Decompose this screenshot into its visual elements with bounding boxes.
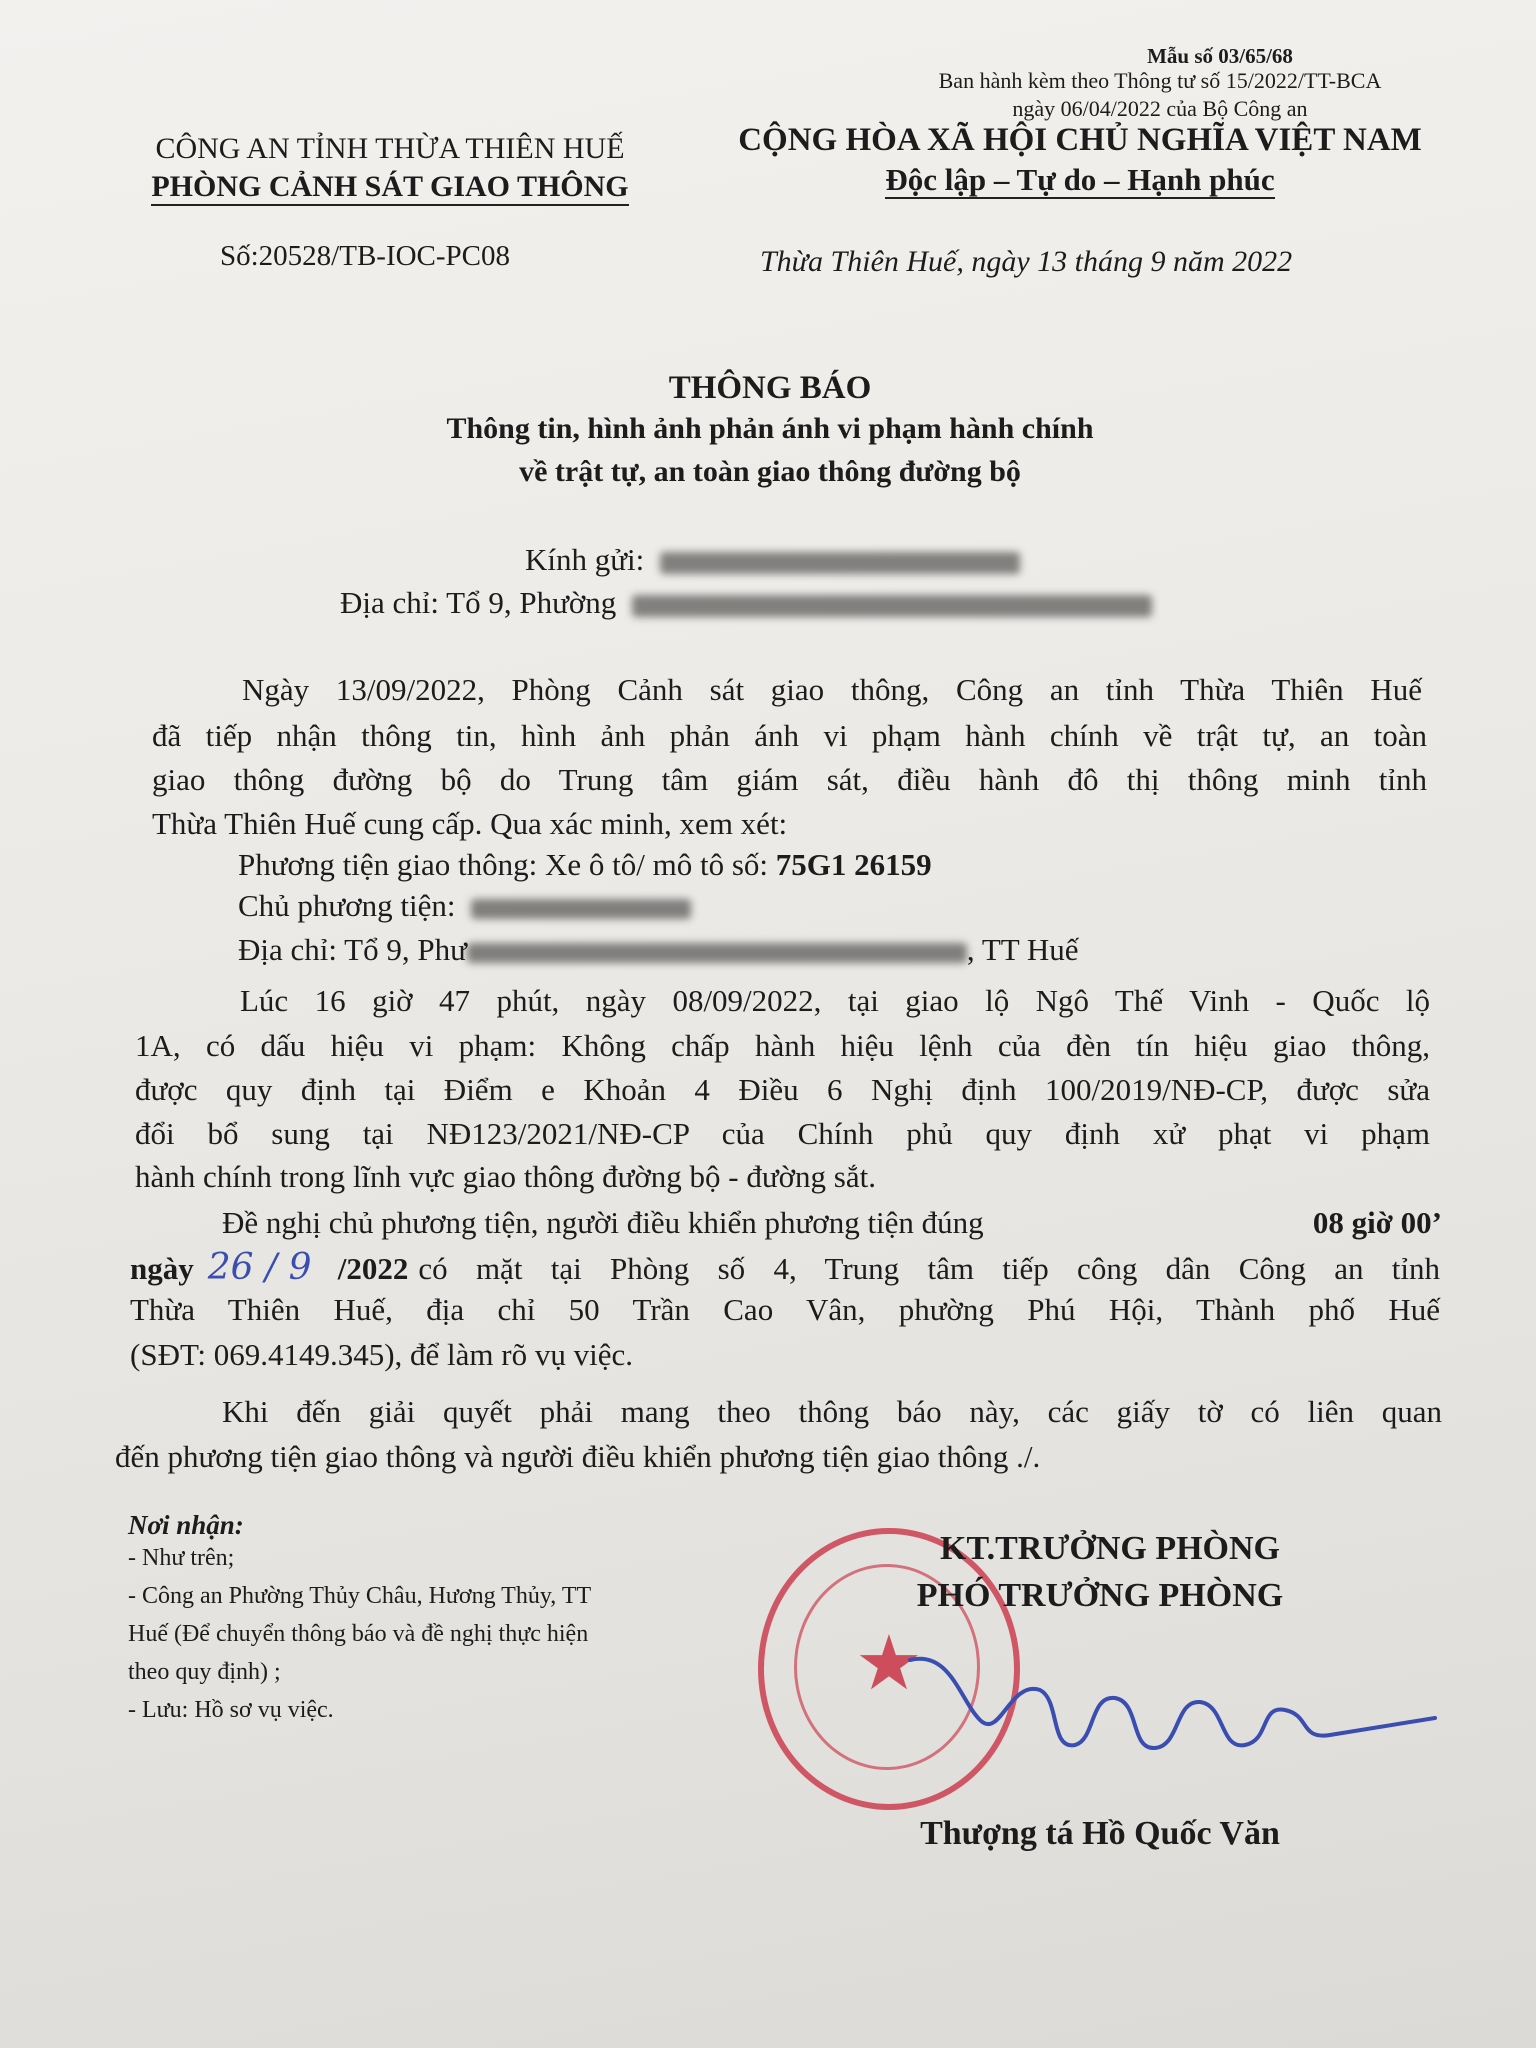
p3-line4: (SĐT: 069.4149.345), để làm rõ vụ việc. [130, 1337, 633, 1372]
recipient-address-label: Địa chỉ: Tổ 9, Phường [340, 585, 617, 620]
receiver-item: theo quy định) ; [128, 1659, 281, 1685]
form-issued-line1: Ban hành kèm theo Thông tư số 15/2022/TT-BCA [938, 68, 1382, 93]
p2-line3: được quy định tại Điểm e Khoản 4 Điều 6 Nghị định 100/2019/NĐ-CP, được sửa [135, 1072, 1430, 1107]
document-subtitle-line2 [300, 455, 1240, 489]
appointment-day-label: ngày [130, 1251, 194, 1286]
p3-line1-text: Đề nghị chủ phương tiện, người điều khiển phương tiện đúng [222, 1205, 984, 1240]
owner-line [238, 888, 691, 924]
appointment-year: /2022 [337, 1251, 409, 1286]
signature-stroke [910, 1659, 1435, 1748]
p1-line3: giao thông đường bộ do Trung tâm giám sát, điều hành đô thị thông minh tỉnh [152, 762, 1427, 797]
form-issued-line2: ngày 06/04/2022 của Bộ Công an [1012, 96, 1308, 121]
owner-address-tail: , TT Huế [966, 932, 1079, 967]
p3-line2-text: có mặt tại Phòng số 4, Trung tâm tiếp công dân Công an tỉnh [418, 1251, 1440, 1286]
p3-line3: Thừa Thiên Huế, địa chỉ 50 Trần Cao Vân, phường Phú Hội, Thành phố Huế [130, 1292, 1440, 1327]
appointment-time: 08 giờ 00’ [1312, 1205, 1442, 1240]
p1-line1: Ngày 13/09/2022, Phòng Cảnh sát giao thông, Công an tỉnh Thừa Thiên Huế [242, 672, 1422, 707]
signer-title-line2: PHÓ TRƯỞNG PHÒNG [916, 1577, 1284, 1614]
p2-line2: 1A, có dấu hiệu vi phạm: Không chấp hành hiệu lệnh của đèn tín hiệu giao thông, [135, 1028, 1430, 1063]
document-title: THÔNG BÁO [668, 370, 872, 406]
place-date: Thừa Thiên Huế, ngày 13 tháng 9 năm 2022 [760, 245, 1293, 278]
nation-motto-text: Độc lập – Tự do – Hạnh phúc [885, 162, 1275, 197]
p4-line1: Khi đến giải quyết phải mang theo thông báo này, các giấy tờ có liên quan [222, 1394, 1442, 1429]
nation-name: CỘNG HÒA XÃ HỘI CHỦ NGHĨA VIỆT NAM [738, 122, 1422, 158]
nation-motto [700, 162, 1460, 198]
document-number: Số:20528/TB-IOC-PC08 [220, 240, 511, 272]
p2-line4: đổi bổ sung tại NĐ123/2021/NĐ-CP của Chính phủ quy định xử phạt vi phạm [135, 1116, 1430, 1151]
p2-line5: hành chính trong lĩnh vực giao thông đường bộ - đường sắt. [135, 1159, 876, 1194]
owner-label: Chủ phương tiện: [238, 888, 456, 923]
redacted-recipient-address [632, 595, 1152, 617]
agency-unit [110, 170, 670, 204]
handwritten-signature [890, 1640, 1450, 1780]
agency-parent: CÔNG AN TỈNH THỪA THIÊN HUẾ [155, 132, 625, 165]
recipient-line [525, 542, 1020, 578]
vehicle-label: Phương tiện giao thông: Xe ô tô/ mô tô số: [238, 847, 769, 882]
p1-line2: đã tiếp nhận thông tin, hình ảnh phản ánh vi phạm hành chính về trật tự, an toàn [152, 718, 1427, 753]
receivers-heading: Nơi nhận: [128, 1510, 244, 1540]
document-subtitle-line2-text: về trật tự, an toàn giao thông đường bộ [519, 455, 1021, 488]
p3-line1 [222, 1205, 1442, 1241]
redacted-owner-address [467, 943, 967, 963]
signer-title-line1: KT.TRƯỞNG PHÒNG [940, 1530, 1280, 1567]
receiver-item: Huế (Để chuyển thông báo và đề nghị thực hiện [128, 1621, 589, 1647]
owner-address-label: Địa chỉ: Tổ 9, Phư [238, 932, 467, 967]
receiver-item: - Như trên; [128, 1545, 235, 1571]
redacted-recipient-name [660, 552, 1020, 574]
vehicle-line [238, 847, 932, 883]
handwritten-date: 26 / 9 [207, 1247, 312, 1288]
p3-line2 [130, 1247, 1440, 1288]
p2-line1: Lúc 16 giờ 47 phút, ngày 08/09/2022, tại giao lộ Ngô Thế Vinh - Quốc lộ [240, 983, 1430, 1018]
recipient-label: Kính gửi: [525, 542, 645, 577]
form-code: Mẫu số 03/65/68 [1147, 44, 1293, 68]
document-subtitle-line1: Thông tin, hình ảnh phản ánh vi phạm hành chính [446, 412, 1094, 445]
owner-address-line [238, 932, 1079, 968]
receiver-item: - Công an Phường Thủy Châu, Hương Thủy, TT [128, 1583, 592, 1609]
signer-name: Thượng tá Hồ Quốc Văn [920, 1815, 1280, 1852]
stamp-star-icon: ★ [854, 1622, 924, 1706]
agency-unit-text: PHÒNG CẢNH SÁT GIAO THÔNG [151, 170, 628, 206]
vehicle-plate: 75G1 26159 [775, 847, 932, 882]
receiver-item: - Lưu: Hồ sơ vụ việc. [128, 1697, 334, 1723]
recipient-address-line [340, 585, 1152, 621]
redacted-owner-name [471, 899, 691, 919]
p4-line2: đến phương tiện giao thông và người điều khiển phương tiện giao thông ./. [115, 1439, 1041, 1474]
p1-line4: Thừa Thiên Huế cung cấp. Qua xác minh, xem xét: [152, 806, 788, 841]
